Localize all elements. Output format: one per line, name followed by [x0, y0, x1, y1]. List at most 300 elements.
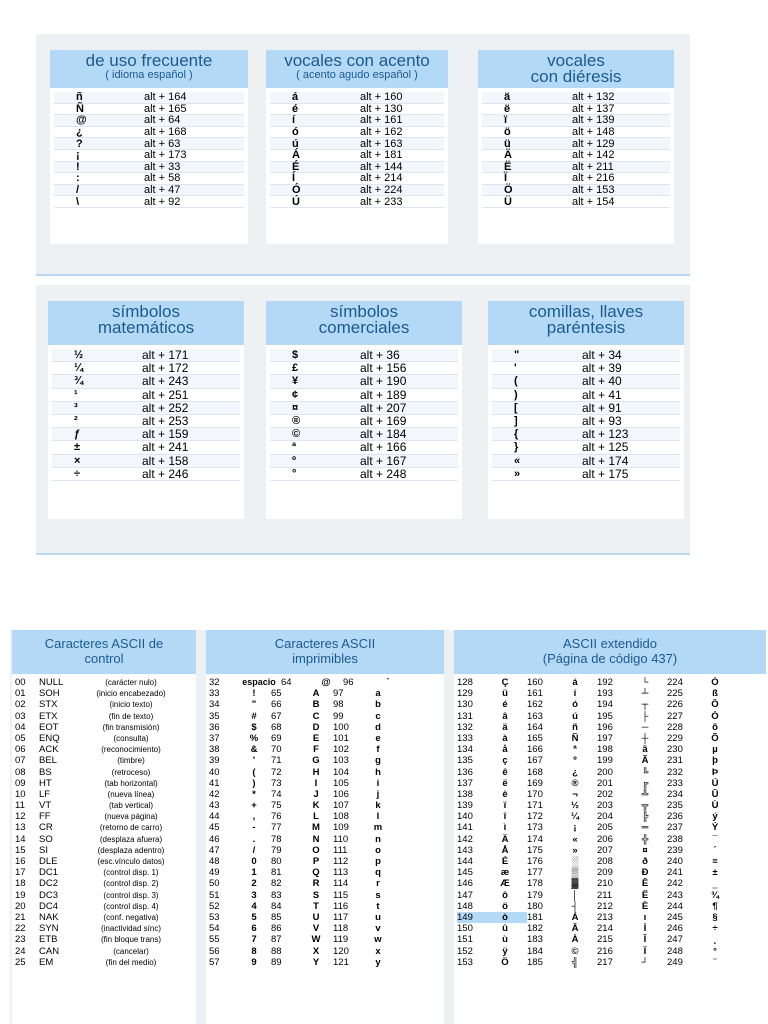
table-row [209, 890, 441, 901]
code-number: 04 [15, 721, 26, 733]
character: ┬ [641, 699, 649, 711]
symbol-char: [ [514, 401, 518, 414]
symbol-row [270, 389, 458, 402]
table-row [457, 957, 763, 968]
symbol-row [492, 402, 680, 415]
character: ╩ [641, 788, 649, 800]
table-row [209, 789, 441, 800]
character: I [314, 777, 318, 789]
symbol-row [270, 415, 458, 428]
table-row [457, 811, 763, 822]
code-number: 35 [209, 710, 220, 722]
character: ─ [641, 721, 649, 733]
table-row [209, 822, 441, 833]
code-number: 211 [597, 889, 613, 901]
table-row [457, 699, 763, 710]
character: - [252, 822, 256, 834]
character: X [312, 945, 320, 957]
symbol-char: \ [76, 195, 80, 208]
control-abbr: DLE [39, 856, 58, 867]
code-number: 153 [457, 956, 473, 968]
symbol-char: á [292, 91, 299, 104]
code-number: 199 [597, 755, 613, 767]
code-number: 87 [271, 934, 282, 946]
code-number: 104 [333, 766, 349, 778]
table-row [15, 912, 193, 923]
table-row [457, 890, 763, 901]
table-row [209, 677, 441, 688]
code-number: 183 [527, 934, 543, 946]
code-number: 137 [457, 777, 473, 789]
character: ┼ [641, 732, 649, 744]
character: b [375, 699, 381, 711]
code-number: 114 [333, 878, 349, 890]
character: ´ [713, 844, 717, 856]
character: 8 [251, 945, 257, 957]
code-number: 03 [15, 710, 26, 722]
symbol-char: ± [74, 441, 81, 454]
symbol-row [54, 173, 244, 185]
alt-code: alt + 91 [582, 400, 622, 415]
code-number: 173 [527, 822, 543, 834]
code-number: 111 [333, 844, 348, 856]
code-number: 249 [667, 956, 683, 968]
character: Q [312, 867, 320, 879]
code-number: 68 [271, 721, 282, 733]
code-number: 56 [209, 945, 220, 957]
code-number: 116 [333, 900, 349, 912]
code-number: 182 [527, 923, 543, 935]
symbol-char: ' [514, 362, 517, 375]
table-row [209, 834, 441, 845]
table-row [209, 733, 441, 744]
character: ® [571, 777, 579, 789]
symbol-row [270, 185, 444, 197]
alt-code: alt + 144 [360, 160, 403, 173]
character: ╣ [571, 956, 579, 968]
table-row [209, 722, 441, 733]
code-number: 163 [527, 710, 543, 722]
code-number: 115 [333, 889, 349, 901]
control-description: (desplaza afuera) [99, 834, 163, 844]
table-body [206, 674, 444, 968]
alt-code: alt + 93 [582, 414, 622, 429]
code-number: 244 [667, 900, 683, 912]
code-number: 243 [667, 889, 683, 901]
character: ! [252, 688, 256, 700]
character: ½ [571, 800, 579, 812]
character: ` [386, 677, 390, 688]
code-number: 195 [597, 710, 613, 722]
code-number: 205 [597, 822, 613, 834]
code-number: 150 [457, 923, 473, 935]
control-description: (nueva página) [104, 812, 158, 822]
code-number: 214 [597, 923, 613, 935]
table-row [457, 901, 763, 912]
alt-code: alt + 251 [142, 387, 189, 402]
code-number: 216 [597, 945, 613, 957]
code-number: 01 [15, 688, 26, 700]
character: ± [712, 867, 718, 879]
code-number: 47 [209, 844, 220, 856]
symbol-row [270, 375, 458, 388]
symbol-row [482, 92, 670, 104]
code-number: 172 [527, 811, 543, 823]
code-number: 138 [457, 788, 473, 800]
table-row [15, 711, 193, 722]
table-row [457, 733, 763, 744]
character: e [375, 732, 381, 744]
table-title-line2: (Página de código 437) [542, 651, 678, 666]
control-abbr: DC4 [39, 900, 59, 912]
character: © [571, 945, 579, 957]
alt-code: alt + 164 [144, 91, 187, 104]
symbol-row [270, 196, 444, 208]
table-row [457, 946, 763, 957]
character: þ [712, 755, 718, 767]
code-number: 144 [457, 856, 473, 867]
control-description: (inicio encabezado) [96, 689, 166, 699]
code-number: 198 [597, 744, 613, 756]
character: 6 [251, 923, 257, 935]
character: g [375, 755, 381, 767]
character: " [251, 699, 257, 711]
code-number: 247 [667, 934, 683, 946]
character: S [312, 889, 320, 901]
character: ▒ [571, 867, 579, 879]
symbol-char: º [292, 454, 297, 467]
rows [50, 88, 248, 208]
character: Ç [501, 677, 509, 688]
box-subtitle: ( acento agudo español ) [296, 69, 418, 81]
character: R [312, 878, 320, 890]
box-header [50, 50, 248, 88]
box-title: vocales con acento [284, 51, 430, 70]
character: Õ [711, 732, 719, 744]
code-number: 117 [333, 911, 349, 923]
character: O [312, 844, 320, 856]
table-row [457, 834, 763, 845]
character: C [312, 710, 320, 722]
character: è [502, 788, 508, 800]
alt-code: alt + 241 [142, 440, 189, 455]
table-row [209, 923, 441, 934]
table-title: ASCII extendido [563, 636, 657, 651]
code-number: 70 [271, 744, 282, 756]
symbol-char: ² [74, 415, 78, 428]
alt-code: alt + 39 [582, 361, 622, 376]
code-number: 129 [457, 688, 473, 700]
code-number: 65 [271, 688, 282, 700]
code-number: 51 [209, 889, 220, 901]
character: G [312, 755, 320, 767]
table-row [15, 767, 193, 778]
control-description: (retroceso) [111, 767, 151, 777]
symbol-char: } [514, 441, 519, 454]
ascii-control-table [12, 630, 196, 1024]
character: # [251, 710, 257, 722]
symbol-char: Í [292, 172, 296, 185]
character: B [312, 699, 320, 711]
control-abbr: ETB [39, 934, 58, 946]
code-number: 40 [209, 766, 220, 778]
code-number: 80 [271, 856, 282, 867]
character: k [375, 800, 381, 812]
character: ¾ [711, 889, 719, 901]
box-header [478, 50, 674, 88]
control-description: (desplaza adentro) [97, 845, 165, 855]
symbol-row [270, 349, 458, 362]
symbol-row [492, 441, 680, 454]
code-number: 45 [209, 822, 220, 834]
code-number: 75 [271, 800, 282, 812]
character: L [313, 811, 319, 823]
character: . [252, 833, 256, 845]
character: D [312, 721, 320, 733]
symbol-char: Ä [504, 149, 512, 162]
control-description: (inicio texto) [109, 700, 153, 710]
character: ¤ [642, 844, 648, 856]
table-row [209, 867, 441, 878]
code-number: 215 [597, 934, 613, 946]
code-number: 121 [333, 956, 349, 968]
code-number: 202 [597, 788, 613, 800]
alt-code: alt + 160 [360, 91, 403, 104]
alt-code: alt + 214 [360, 172, 403, 185]
control-abbr: SYN [39, 923, 59, 935]
table-row [15, 733, 193, 744]
alt-code: alt + 252 [142, 400, 189, 415]
code-number: 46 [209, 833, 220, 845]
code-number: 21 [15, 911, 26, 923]
code-number: 180 [527, 900, 543, 912]
control-description: (fin del medio) [105, 957, 157, 967]
symbol-char: ÷ [74, 467, 81, 480]
control-abbr: DC2 [39, 878, 59, 890]
character: û [502, 923, 508, 935]
code-number: 13 [15, 822, 26, 834]
character: Ö [501, 956, 509, 968]
symbol-row [270, 162, 444, 174]
code-number: 235 [667, 800, 683, 812]
character: ë [502, 777, 508, 789]
code-number: 171 [527, 800, 543, 812]
character: d [375, 721, 381, 733]
code-number: 49 [209, 867, 220, 879]
symbol-row [482, 196, 670, 208]
code-number: 225 [667, 688, 683, 700]
symbol-row [270, 455, 458, 468]
table-row [15, 677, 193, 688]
alt-code: alt + 173 [144, 149, 187, 162]
symbol-row [492, 415, 680, 428]
symbol-row [270, 150, 444, 162]
control-description: (fin bloque trans) [100, 935, 162, 945]
character: Ð [641, 867, 649, 879]
table-row [15, 923, 193, 934]
table-row [209, 957, 441, 968]
character: ┴ [641, 688, 649, 700]
character: f [376, 744, 380, 756]
code-number: 89 [271, 956, 282, 968]
character: % [249, 732, 259, 744]
character: Ë [641, 889, 649, 901]
control-abbr: FF [39, 811, 51, 823]
code-number: 148 [457, 900, 473, 912]
character: 9 [251, 956, 257, 968]
control-description: (control disp. 3) [103, 890, 159, 900]
character: Á [571, 911, 579, 923]
table-row [15, 699, 193, 710]
code-number: 206 [597, 833, 613, 845]
code-number: 84 [271, 900, 282, 912]
code-number: 36 [209, 721, 220, 733]
symbol-row [270, 441, 458, 454]
code-number: 168 [527, 766, 543, 778]
box-math-symbols [48, 301, 244, 519]
control-description: (consulta) [113, 733, 149, 743]
code-number: 176 [527, 856, 543, 867]
symbol-char: ï [504, 114, 508, 127]
character: ð [642, 856, 648, 867]
symbol-char: Ñ [76, 102, 84, 115]
character: 2 [251, 878, 257, 890]
code-number: 44 [209, 811, 220, 823]
box-header [266, 301, 462, 345]
character: ┘ [641, 956, 649, 968]
character: r [376, 878, 380, 890]
symbol-row [52, 415, 240, 428]
character: Å [501, 844, 509, 856]
code-number: 135 [457, 755, 473, 767]
character: ▓ [571, 878, 579, 890]
alt-code: alt + 224 [360, 184, 403, 197]
symbol-row [270, 173, 444, 185]
alt-code: alt + 139 [572, 114, 615, 127]
character: │ [572, 889, 578, 901]
character: F [313, 744, 319, 756]
character: y [375, 956, 381, 968]
control-abbr: SOH [39, 688, 60, 700]
character: Â [571, 923, 579, 935]
symbol-row [52, 362, 240, 375]
character: Ù [711, 800, 719, 812]
character: U [312, 911, 320, 923]
symbol-char: Ú [292, 195, 300, 208]
character: â [502, 710, 508, 722]
character: espacio [242, 677, 276, 687]
control-abbr: SO [39, 833, 53, 845]
symbol-row [482, 104, 670, 116]
character: W [311, 934, 321, 946]
symbol-char: £ [292, 362, 299, 375]
symbol-row [482, 150, 670, 162]
symbol-char: ƒ [74, 428, 81, 441]
table-row [15, 755, 193, 766]
code-number: 15 [15, 844, 26, 856]
symbol-char: ? [76, 137, 83, 150]
character: H [312, 766, 320, 778]
code-number: 136 [457, 766, 473, 778]
code-number: 140 [457, 811, 473, 823]
alt-code: alt + 246 [142, 466, 189, 481]
control-abbr: BS [39, 766, 52, 778]
code-number: 233 [667, 777, 683, 789]
symbol-row [492, 455, 680, 468]
character: @ [321, 677, 331, 688]
code-number: 237 [667, 822, 683, 834]
table-row [457, 688, 763, 699]
character: ¯ [712, 833, 718, 845]
symbol-char: ª [292, 441, 297, 454]
control-abbr: VT [39, 800, 52, 812]
character: N [312, 833, 320, 845]
code-number: 14 [15, 833, 26, 845]
table-row [15, 878, 193, 889]
character: ¨ [713, 956, 717, 968]
character: o [375, 844, 381, 856]
table-body [454, 674, 766, 968]
rows [478, 88, 674, 208]
symbol-row [492, 468, 680, 481]
code-number: 72 [271, 766, 282, 778]
symbol-row [482, 162, 670, 174]
code-number: 146 [457, 878, 473, 890]
table-row [209, 688, 441, 699]
control-description: (timbre) [117, 756, 145, 766]
character: ï [503, 800, 507, 812]
table-row [457, 677, 763, 688]
character: Ô [711, 699, 719, 711]
control-description: (cancelar) [113, 946, 149, 956]
character: ( [252, 766, 256, 778]
code-number: 240 [667, 856, 683, 867]
code-number: 184 [527, 945, 543, 957]
alt-code: alt + 233 [360, 195, 403, 208]
symbol-row [54, 92, 244, 104]
symbol-char: ® [292, 415, 301, 428]
table-row [209, 912, 441, 923]
alt-code: alt + 253 [142, 414, 189, 429]
table-row [15, 934, 193, 945]
code-number: 234 [667, 788, 683, 800]
code-number: 142 [457, 833, 473, 845]
symbol-char: ³ [74, 401, 78, 414]
character: ═ [641, 822, 649, 834]
symbol-row [482, 185, 670, 197]
symbol-char: ü [504, 137, 511, 150]
code-number: 230 [667, 744, 683, 756]
character: È [641, 900, 649, 912]
code-number: 213 [597, 911, 613, 923]
alt-code: alt + 163 [360, 137, 403, 150]
character: ¿ [572, 766, 578, 778]
alt-code: alt + 36 [360, 348, 400, 363]
table-row [457, 800, 763, 811]
code-number: 232 [667, 766, 683, 778]
box-title: símbolos [111, 302, 181, 321]
code-number: 11 [15, 800, 25, 812]
character: ) [252, 777, 256, 789]
code-number: 242 [667, 878, 683, 890]
code-number: 18 [15, 878, 26, 890]
character: Í [643, 923, 647, 935]
table-row [209, 811, 441, 822]
character: ã [642, 744, 648, 756]
character: Ê [641, 878, 649, 890]
code-number: 16 [15, 856, 26, 867]
character: § [712, 911, 718, 923]
